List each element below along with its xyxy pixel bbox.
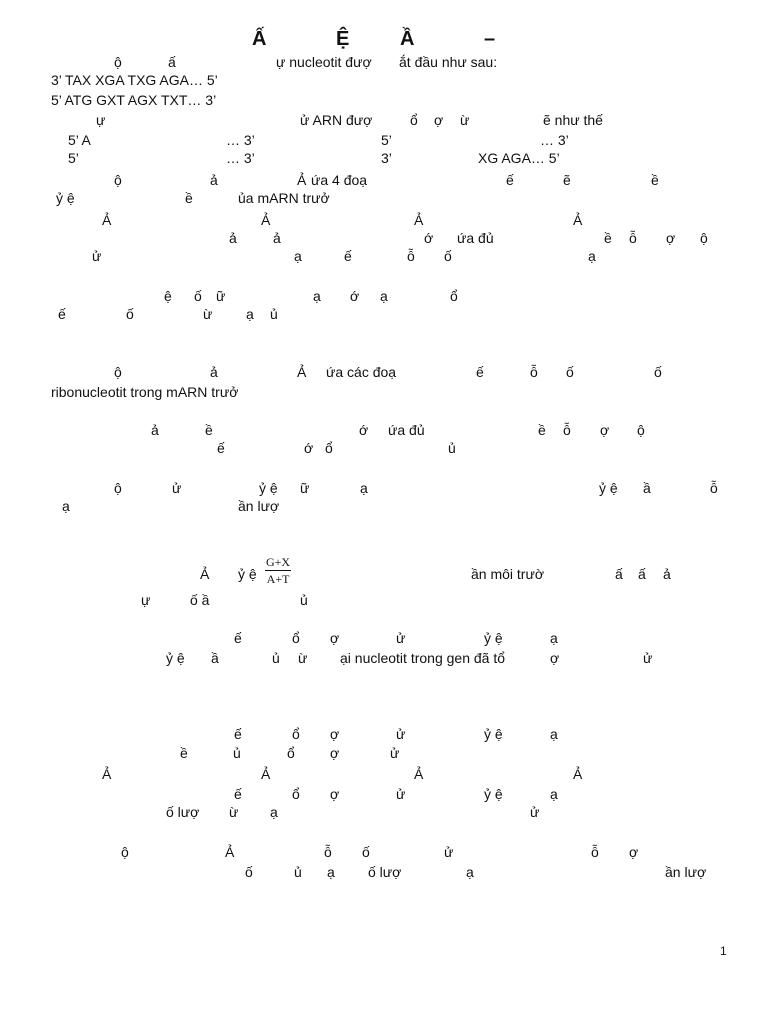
text-fragment: … 3’ xyxy=(226,132,255,148)
text-fragment: ề xyxy=(180,745,188,761)
text-fragment: ả xyxy=(663,566,671,582)
text-fragment: ỗ xyxy=(629,230,637,246)
text-fragment: ự nucleotit đượ xyxy=(276,54,372,70)
text-fragment: ỷ ệ xyxy=(484,726,503,742)
text-fragment: ỗ xyxy=(591,844,599,860)
text-fragment: ự xyxy=(96,112,106,128)
text-fragment: ầ xyxy=(211,650,219,666)
ratio-fraction xyxy=(265,555,291,586)
text-fragment: ế xyxy=(344,248,352,264)
text-fragment: ổ xyxy=(292,786,300,802)
text-fragment: ạ xyxy=(360,480,368,496)
text-fragment: ỗ xyxy=(710,480,718,496)
text-fragment: ữ xyxy=(216,288,226,304)
text-fragment: ạ xyxy=(380,288,388,304)
text-fragment: ạ xyxy=(466,864,474,880)
text-fragment: ề xyxy=(651,172,659,188)
text-fragment: ộ xyxy=(114,480,122,496)
text-fragment: ổ xyxy=(325,440,333,456)
text-fragment: ộ xyxy=(114,364,122,380)
text-fragment: Ả xyxy=(297,364,307,380)
page-number: 1 xyxy=(720,944,727,958)
text-fragment: Ả xyxy=(261,766,271,782)
text-fragment: ỗ xyxy=(407,248,415,264)
text-fragment: Ả xyxy=(225,844,235,860)
text-fragment: Ả xyxy=(297,172,307,188)
text-fragment: ại nucleotit trong gen đã tổ xyxy=(340,650,506,666)
text-fragment: ả xyxy=(229,230,237,246)
text-fragment: ỷ ệ xyxy=(56,190,75,206)
text-fragment: ợ xyxy=(330,630,340,646)
text-fragment: ế xyxy=(234,786,242,802)
text-fragment: ủ xyxy=(270,306,278,322)
text-fragment: ả xyxy=(210,172,218,188)
text-fragment: ạ xyxy=(246,306,254,322)
text-fragment: ủ xyxy=(448,440,456,456)
text-fragment: ộ xyxy=(114,54,122,70)
text-fragment: ạ xyxy=(327,864,335,880)
title-char-1: Ấ xyxy=(252,28,267,50)
text-fragment: 3’ xyxy=(381,150,392,166)
text-fragment: ỷ ệ xyxy=(484,630,503,646)
text-fragment: ử xyxy=(530,804,540,820)
text-fragment: ử xyxy=(390,745,400,761)
text-fragment: ố xyxy=(654,364,662,380)
text-fragment: ế xyxy=(476,364,484,380)
text-fragment: ỷ ệ xyxy=(166,650,185,666)
text-fragment: ứa 4 đoạ xyxy=(311,172,368,188)
fraction-numerator: G+X xyxy=(266,555,291,569)
text-fragment: Ả xyxy=(573,212,583,228)
text-fragment: ạ xyxy=(550,726,558,742)
text-fragment: ợ xyxy=(666,230,676,246)
text-fragment: Ả xyxy=(200,566,210,582)
text-fragment: ứa đủ xyxy=(457,230,494,246)
text-fragment: ạ xyxy=(62,498,70,514)
text-fragment: ộ xyxy=(114,172,122,188)
text-fragment: ạ xyxy=(550,630,558,646)
text-fragment: ầ xyxy=(643,480,651,496)
text-fragment: ừ xyxy=(203,306,213,322)
text-fragment: ề xyxy=(538,422,546,438)
text-fragment: ề xyxy=(205,422,213,438)
text-fragment: ẽ như thế xyxy=(543,112,603,128)
text-fragment: ứa các đoạ xyxy=(326,364,397,380)
text-fragment: ử xyxy=(396,726,406,742)
text-fragment: ỗ xyxy=(324,844,332,860)
text-fragment: ố xyxy=(126,306,134,322)
text-fragment: ử ARN đượ xyxy=(300,112,373,128)
text-fragment: ỷ ệ xyxy=(259,480,278,496)
text-fragment: ỷ ệ xyxy=(238,566,257,582)
text-fragment: ợ xyxy=(600,422,610,438)
text-fragment: Ả xyxy=(573,766,583,782)
text-fragment: ủ xyxy=(233,745,241,761)
text-fragment: ần lượ xyxy=(238,498,280,514)
text-fragment: ừ xyxy=(460,112,470,128)
text-fragment: … 3’ xyxy=(226,150,255,166)
text-fragment: … 3’ xyxy=(540,132,569,148)
text-fragment: Ả xyxy=(261,212,271,228)
text-fragment: ả xyxy=(273,230,281,246)
text-fragment: ạ xyxy=(294,248,302,264)
text-fragment: ệ xyxy=(164,288,172,304)
title-char-4: – xyxy=(484,28,496,50)
text-fragment: ribonucleotit trong mARN trưở xyxy=(51,384,239,400)
text-fragment: ố xyxy=(566,364,574,380)
text-fragment: 3’ TAX XGA TXG AGA… 5’ xyxy=(51,72,218,88)
text-fragment: Ả xyxy=(102,766,112,782)
text-fragment: ố xyxy=(362,844,370,860)
text-fragment: ử xyxy=(396,630,406,646)
text-fragment: ố xyxy=(245,864,253,880)
text-fragment: ế xyxy=(58,306,66,322)
text-fragment: ố lượ xyxy=(166,804,200,820)
text-fragment: 5’ xyxy=(68,150,79,166)
text-fragment: ạ xyxy=(270,804,278,820)
text-fragment: ộ xyxy=(637,422,645,438)
text-fragment: Ả xyxy=(414,212,424,228)
text-fragment: ủa mARN trưở xyxy=(238,190,330,206)
text-fragment: ử xyxy=(643,650,653,666)
text-fragment: 5’ A xyxy=(68,132,91,148)
text-fragment: ổ xyxy=(292,726,300,742)
text-fragment: ố xyxy=(444,248,452,264)
text-fragment: ợ xyxy=(330,786,340,802)
text-fragment: ế xyxy=(234,726,242,742)
text-fragment: ủ xyxy=(300,592,308,608)
text-fragment: ử xyxy=(172,480,182,496)
text-fragment: ử xyxy=(444,844,454,860)
text-fragment: ổ xyxy=(450,288,458,304)
text-fragment: ợ xyxy=(330,745,340,761)
text-fragment: ỗ xyxy=(530,364,538,380)
text-fragment: ẽ xyxy=(563,172,571,188)
text-fragment: ợ xyxy=(330,726,340,742)
text-fragment: ớ xyxy=(424,230,434,246)
text-fragment: ố xyxy=(194,288,202,304)
text-fragment: ả xyxy=(210,364,218,380)
text-fragment: 5’ ATG GXT AGX TXT… 3’ xyxy=(51,92,217,108)
text-fragment: ề xyxy=(185,190,193,206)
text-fragment: ộ xyxy=(121,844,129,860)
text-fragment: ắt đầu như sau: xyxy=(399,54,498,70)
fraction-denominator: A+T xyxy=(266,572,290,586)
text-fragment: ỗ xyxy=(563,422,571,438)
text-fragment: ổ xyxy=(287,745,295,761)
text-fragment: 5’ xyxy=(381,132,392,148)
text-fragment: ừ xyxy=(298,650,308,666)
text-fragment: ế xyxy=(217,440,225,456)
text-fragment: ạ xyxy=(550,786,558,802)
text-fragment: XG AGA… 5’ xyxy=(478,150,560,166)
text-fragment: ủ xyxy=(272,650,280,666)
title-char-3: Ầ xyxy=(400,28,415,50)
title-char-2: Ệ xyxy=(336,28,350,50)
text-fragment: ố lượ xyxy=(368,864,402,880)
text-fragment: Ả xyxy=(414,766,424,782)
text-fragment: ữ xyxy=(300,480,310,496)
text-fragment: ự xyxy=(141,592,151,608)
text-fragment: ế xyxy=(234,630,242,646)
text-fragment: ố ầ xyxy=(190,592,210,608)
text-fragment: ế xyxy=(506,172,514,188)
text-fragment: ộ xyxy=(700,230,708,246)
text-fragment: Ả xyxy=(102,212,112,228)
text-fragment: ổ xyxy=(292,630,300,646)
text-fragment: ợ xyxy=(434,112,444,128)
text-fragment: ớ xyxy=(350,288,360,304)
text-fragment: ừ xyxy=(229,804,239,820)
text-fragment: ấ xyxy=(615,566,623,582)
text-fragment: ổ xyxy=(410,112,418,128)
text-fragment: ứa đủ xyxy=(388,422,425,438)
text-fragment: ớ xyxy=(304,440,314,456)
text-fragment: ớ xyxy=(359,422,369,438)
text-fragment: ề xyxy=(604,230,612,246)
text-fragment: ấ xyxy=(638,566,646,582)
text-fragment: ạ xyxy=(588,248,596,264)
text-fragment: ần môi trườ xyxy=(471,566,545,582)
text-fragment: ợ xyxy=(629,844,639,860)
text-fragment: ạ xyxy=(313,288,321,304)
text-fragment: ợ xyxy=(550,650,560,666)
text-fragment: ử xyxy=(396,786,406,802)
text-fragment: ử xyxy=(92,248,102,264)
text-fragment: ấ xyxy=(168,54,176,70)
text-fragment: ần lượ xyxy=(665,864,707,880)
text-fragment: ủ xyxy=(294,864,302,880)
text-fragment: ỷ ệ xyxy=(599,480,618,496)
text-fragment: ả xyxy=(151,422,159,438)
text-fragment: ỷ ệ xyxy=(484,786,503,802)
